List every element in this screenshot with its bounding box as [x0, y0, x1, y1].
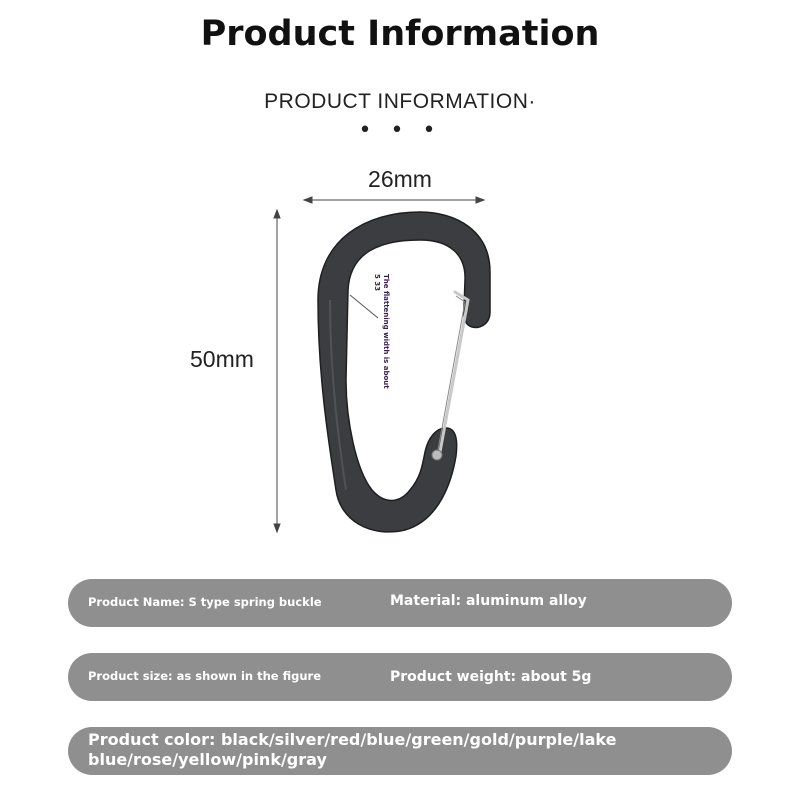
spec-row-name-material — [68, 579, 732, 627]
page-title: Product Information — [200, 14, 600, 54]
spec-row-color — [68, 727, 732, 775]
decorative-dots: • • • — [358, 118, 442, 143]
flattening-width-note: The flattening width is about 5 33 — [373, 274, 390, 389]
subtitle-text: PRODUCT INFORMATION — [264, 90, 529, 113]
product-color-line-1: Product color: black/silver/red/blue/green/gold/purple/lake — [88, 730, 617, 749]
material-text: Material: aluminum alloy — [390, 593, 587, 609]
product-size-text: Product size: as shown in the figure — [88, 669, 322, 683]
product-name-text: Product Name: S type spring buckle — [88, 595, 322, 609]
gate-rivet — [432, 450, 442, 460]
product-color-line-2: blue/rose/yellow/pink/gray — [88, 750, 327, 769]
width-label: 26mm — [368, 166, 432, 192]
width-dimension-line — [304, 197, 484, 203]
carabiner-body — [318, 212, 490, 532]
product-weight-text: Product weight: about 5g — [390, 669, 592, 685]
height-dimension-line — [274, 210, 280, 532]
spring-gate-wire-shadow — [438, 296, 465, 450]
subtitle-dot: · — [528, 90, 536, 113]
product-color-text — [88, 730, 708, 770]
height-label: 50mm — [190, 346, 254, 372]
spring-gate-wire — [440, 292, 468, 452]
spec-row-size-weight — [68, 653, 732, 701]
